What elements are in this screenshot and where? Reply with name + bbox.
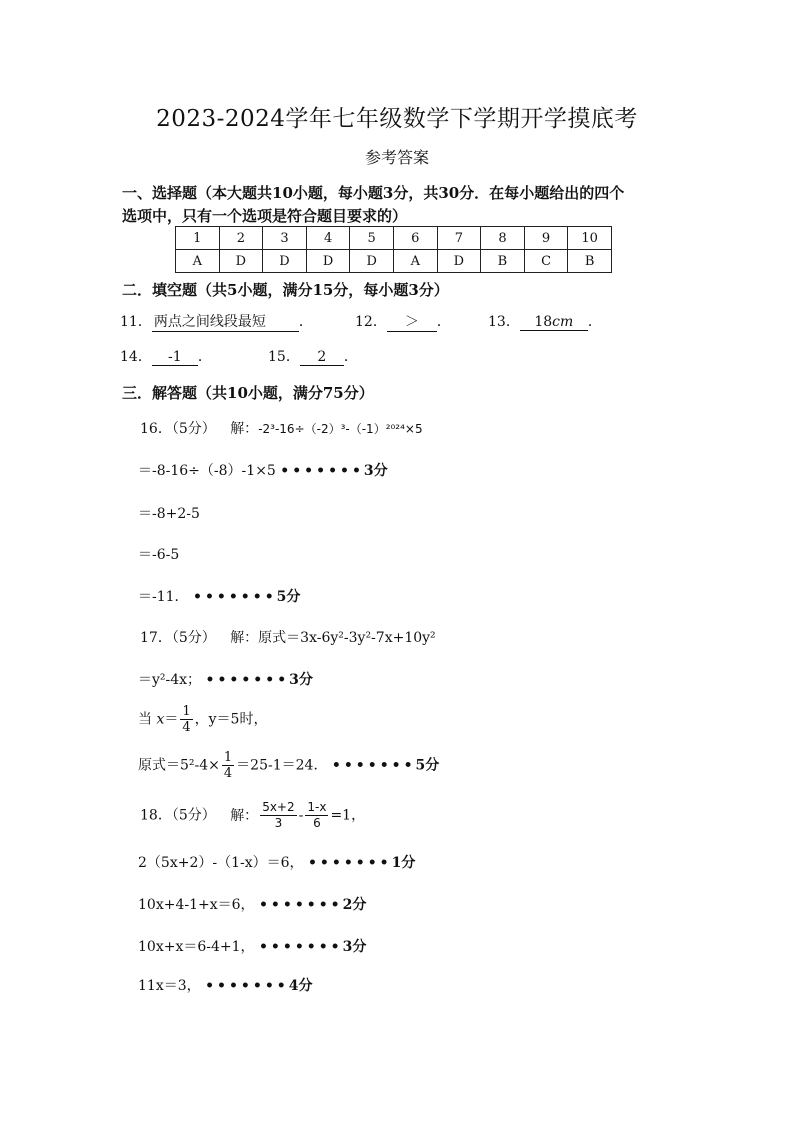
page-title: 2023-2024学年七年级数学下学期开学摸底考 [156, 106, 638, 132]
q17-frac-num: 1 [182, 704, 191, 719]
q18-step4 [138, 975, 312, 995]
table-cell-answer: B [481, 250, 525, 273]
table-cell-answer: D [219, 250, 263, 273]
q18-step3-text: 10x+x＝6-4+1， [138, 939, 255, 955]
table-cell-number: 9 [524, 227, 568, 250]
q18-step1-score: 1分 [391, 855, 416, 871]
q18-step2-score: 2分 [342, 897, 367, 913]
q16-step4-text: ＝-11． [138, 589, 189, 605]
q18-step1-text: 2（5x+2）-（1-x）＝6， [138, 855, 304, 871]
q17-step3-text: 原式＝5²-4× [138, 757, 220, 774]
q16-label: 16．（5分） [140, 421, 216, 437]
q13-period: ． [587, 314, 602, 330]
q12-number: 12． [355, 314, 387, 330]
table-cell-number: 10 [568, 227, 612, 250]
score-dots: ••••••• [258, 897, 343, 913]
q18-f2-den: 6 [313, 816, 321, 830]
table-cell-answer: D [437, 250, 481, 273]
table-cell-number: 3 [263, 227, 307, 250]
q17-frac-den: 4 [182, 720, 191, 735]
table-cell-answer: D [306, 250, 350, 273]
q17-label: 17．（5分） [140, 630, 216, 646]
q11-line [120, 311, 313, 332]
score-dots: ••••••• [331, 757, 416, 774]
q18-f2-num: 1-x [307, 800, 327, 814]
answer-table-answer-row [176, 250, 612, 273]
table-cell-number: 7 [437, 227, 481, 250]
section3-heading: 三．解答题（共10小题，满分75分） [122, 384, 374, 402]
q17-frac2-den: 4 [223, 766, 233, 781]
q11-answer: 两点之间线段最短 [152, 311, 299, 332]
section1-heading-line2: 选项中，只有一个选项是符合题目要求的） [122, 207, 408, 225]
q17-solve: 解：原式＝3x-6y²-3y²-7x+10y² [230, 630, 436, 646]
table-cell-number: 4 [306, 227, 350, 250]
q13-line [488, 311, 602, 331]
q13-answer: 18 [534, 314, 553, 330]
table-cell-number: 8 [481, 227, 525, 250]
q18-header: 18．（5分） 解： $\frac{5x+2}{3}$ - $\frac{1-x}{6}$ =1， [140, 800, 366, 830]
score-dots: ••••••• [205, 672, 290, 688]
table-cell-answer: A [176, 250, 220, 273]
q18-label: 18．（5分） [140, 807, 216, 824]
answer-table-number-row [176, 227, 612, 250]
q18-eq-tail: =1， [330, 807, 366, 824]
q17-step1-score: 3分 [289, 672, 313, 688]
q18-step1 [138, 852, 415, 872]
q17-frac2-num: 1 [223, 750, 233, 765]
q18-fraction-2 [305, 800, 328, 831]
q15-number: 15． [268, 349, 300, 365]
q17-header [140, 627, 436, 647]
q12-line [355, 311, 451, 332]
q18-f1-num: 5x+2 [262, 800, 295, 814]
section2-heading: 二．填空题（共5小题，满分15分，每小题3分） [122, 281, 449, 299]
q15-answer: 2 [300, 349, 344, 366]
q15-line [268, 346, 358, 366]
q16-step2: ＝-8+2-5 [138, 506, 200, 522]
q16-step3: ＝-6-5 [138, 547, 180, 563]
table-cell-answer: B [568, 250, 612, 273]
q16-solve-label: 解： [230, 421, 259, 437]
table-cell-number: 2 [219, 227, 263, 250]
q17-step3-score: 5分 [415, 757, 440, 774]
q14-period: ． [197, 349, 212, 365]
q17-cond-pre: 当 [138, 711, 152, 728]
q15-period: ． [343, 349, 358, 365]
score-dots: ••••••• [280, 463, 364, 479]
q13-number: 13． [488, 314, 520, 330]
table-cell-number: 6 [393, 227, 437, 250]
q12-period: ． [436, 314, 451, 330]
q18-f1-den: 3 [274, 816, 283, 830]
table-cell-answer: D [263, 250, 307, 273]
section1-heading-line1: 一、选择题（本大题共10小题，每小题3分，共30分．在每小题给出的四个 [122, 184, 625, 202]
q11-period: ． [298, 314, 313, 330]
page-subtitle: 参考答案 [364, 148, 429, 167]
q18-fraction-1 [260, 800, 296, 831]
q14-line [120, 346, 212, 366]
q17-step3-post: ＝25-1＝24． [236, 757, 328, 774]
table-cell-number: 5 [350, 227, 394, 250]
q18-step3-score: 3分 [342, 939, 367, 955]
q16-step4-score: 5分 [276, 589, 301, 605]
q13-unit: cm [552, 314, 574, 330]
q18-step3 [138, 936, 366, 956]
q16-expression: -2³-16÷（-2）³-（-1）²⁰²⁴×5 [258, 422, 423, 436]
q17-var-x: x [156, 711, 165, 728]
score-dots: ••••••• [193, 589, 277, 605]
table-cell-answer: D [350, 250, 394, 273]
answer-table [175, 226, 612, 273]
table-cell-number: 1 [176, 227, 220, 250]
q16-step1 [138, 460, 388, 480]
q16-step4 [138, 586, 300, 606]
q13-answer-blank [520, 314, 588, 331]
q16-step1-score: 3分 [363, 463, 388, 479]
q17-fraction [180, 704, 192, 735]
q16-header [140, 418, 423, 438]
q17-step3 [138, 750, 439, 781]
q11-number: 11． [120, 314, 152, 330]
q17-step1 [138, 669, 313, 689]
table-cell-answer: C [524, 250, 568, 273]
table-cell-answer: A [393, 250, 437, 273]
q17-step1-text: ＝y²-4x； [138, 672, 202, 688]
q14-answer: -1 [152, 349, 198, 366]
score-dots: ••••••• [258, 939, 343, 955]
q18-step2 [138, 894, 366, 914]
score-dots: ••••••• [307, 855, 392, 871]
q17-fraction-2 [222, 750, 234, 781]
q16-step1-text: ＝-8-16÷（-8）-1×5 [138, 463, 276, 479]
q17-cond-post: ，y＝5时， [194, 711, 268, 728]
q18-step4-score: 4分 [288, 978, 313, 994]
score-dots: ••••••• [205, 978, 289, 994]
q18-step2-text: 10x+4-1+x＝6， [138, 897, 255, 913]
q17-condition: 当 x＝ $\frac{1}{4}$ ，y＝5时， [138, 704, 268, 735]
q18-solve: 解： [230, 807, 259, 824]
q18-step4-text: 11x＝3， [138, 978, 201, 994]
q12-answer: ＞ [387, 311, 437, 332]
q14-number: 14． [120, 349, 152, 365]
